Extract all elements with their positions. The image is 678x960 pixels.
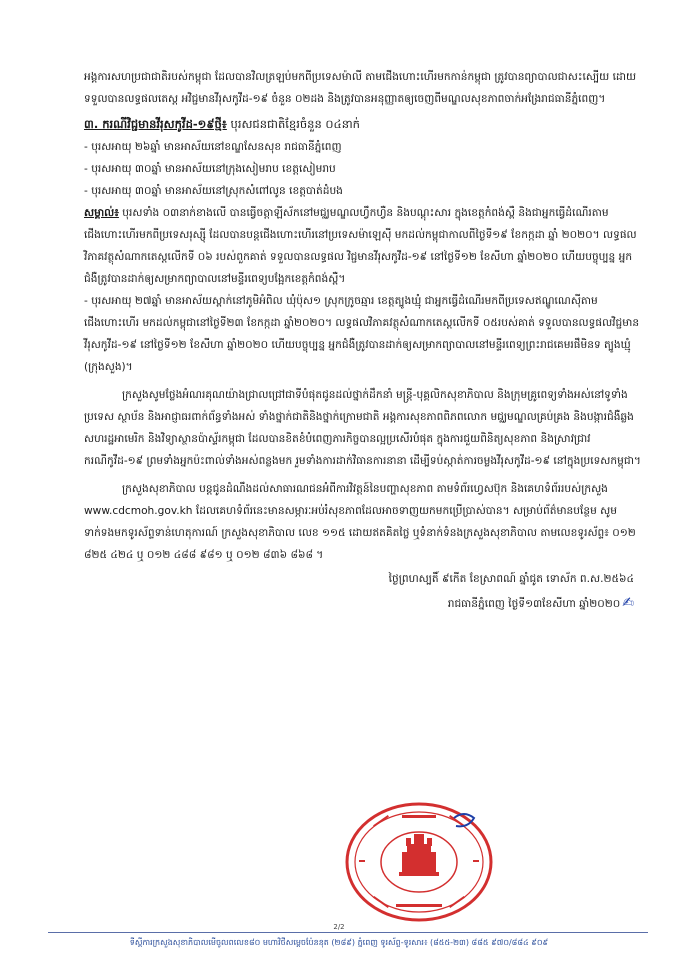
page-number: 2/2 [333,923,345,931]
date-solar-line [84,592,644,615]
note-paragraph [84,202,644,290]
case-item-4: - បុរសអាយុ ២៧ឆ្នាំ មានអាស័យស្ពាក់នៅភូមិអំពិល ឃុំប៉ុស១ ស្រុកក្រូចឆ្មារ ខេត្តត្បូងឃ្មុំ ជាអ្នកធ្វើដំណើរមកពីប្រទេសឥណ្ឌូណេស៊ីតាមជើងហោះហើរ មកដល់កម្ពុជានៅថ្ងៃទី២៣ ខែកក្កដា ឆ្នាំ២០២០។ លទ្ធផលវិភាគវត្ថុសំណាកតេស្តលើកទី ០៥របស់គាត់ ទទួលបានលទ្ធផលវិជ្ជមានវីរុសកូវីដ-១៩ នៅថ្ងៃទី១២ ខែសីហា ឆ្នាំ២០២០ ហើយបច្ចុប្បន្ន អ្នកជំងឺត្រូវបានដាក់ឲ្យសម្រាកព្យាបាលនៅមន្ទីរពេទ្យព្រះរាជគេមរផឹមិនទ ត្បូងឃ្មុំ (ក្រុងសួង)។ [84,295,640,373]
section-heading-bold: ៣. ករណីវិជ្ជមានវីរុសកូវីដ-១៩ថ្មី៖ [84,117,227,131]
intro-paragraph: អង្គការសហប្រជាជាតិរបស់កម្ពុជា ដែលបានវិលត្រឡប់មកពីប្រទេសម៉ាលី តាមជើងហោះហើរមកកាន់កម្ពុជា ត្រូវបានព្យាបាលជាសះស្បើយ ដោយទទួលបានលទ្ធផលតេស្ត អវិជ្ជមានវីរុសកូវីដ-១៩ ចំនួន ០២ដង និងត្រូវបានអនុញ្ញាតឲ្យចេញពីមណ្ឌលសុខភាពចាក់អង្រែរាជធានីភ្នំពេញ។ [84,71,637,105]
ministry-seal-icon [344,800,494,925]
note-text: បុរសទាំង ០៣នាក់ខាងលើ បានធ្វើចត្តាឡីស័កនៅមជ្ឈមណ្ឌលហ្វឹកហ្វឺន និងបណ្តុះសារ ក្នុងខេត្តកំពង់ស្ពឺ និងជាអ្នកធ្វើដំណើរតាមជើងហោះហើរមកពីប្រទេសរុស្ស៊ី ដែលបានបន្តជើងហោះហើរនៅប្រទេសម៉ាឡេស៊ី មកដល់កម្ពុជាកាលពីថ្ងៃទី១៩ ខែកក្កដា ឆ្នាំ ២០២០។ លទ្ធផលវិភាគវត្ថុសំណាកតេស្តលើកទី ០៦ របស់ពួកគាត់ ទទួលបានលទ្ធផល វិជ្ជមានវីរុសកូវីដ-១៩ នៅថ្ងៃទី១២ ខែសីហា ឆ្នាំ២០២០ ហើយបច្ចុប្បន្ន អ្នកជំងឺត្រូវបានដាក់ឲ្យសម្រាកព្យាបាលនៅមន្ទីរពេទ្យបង្អែកខេត្តកំពង់ស្ពឺ។ [84,207,637,285]
note-label: សម្គាល់៖ [84,207,119,219]
case-item: - បុរសអាយុ ៣០ឆ្នាំ មានអាស័យនៅស្រុកសំពៅលូន ខេត្តបាត់ដំបង [84,185,343,197]
case-item: - បុរសអាយុ ២៦ឆ្នាំ មានអាស័យនៅខណ្ឌសែនសុខ រាជធានីភ្នំពេញ [84,141,342,153]
document-body [84,66,644,615]
date-lunar: ថ្ងៃព្រហស្បតិ៍ ៩កើត ខែស្រាពណ៍ ឆ្នាំជូត ទោស័ក ព.ស.២៥៦៤ [388,573,634,585]
footer-address: ទីស្តីការក្រសួងសុខាភិបាលមើចូលពលេខ៨០ មហាវិថីសម្តេចប៉ែននុត (២៨៩) ភ្នំពេញ ទូរស័ព្ទ-ទូរសារ៖ (៨៥៥-២៣) ៨៨៥ ៩៧០/៨៨៤ ៩០៩ [129,938,549,947]
signature-mark-icon: ✍ [622,595,634,611]
section-heading-rest: បុរសជនជាតិខ្មែរចំនួន ០៤នាក់ [226,117,360,131]
ministry-info-paragraph: ក្រសួងសុខាភិបាល បន្តជូនដំណឹងដល់សាធារណជនអំពីការវិវត្តន៍នៃបញ្ហាសុខភាព តាមទំព័រហ្វេសប៊ុក និងគេហទំព័ររបស់ក្រសួង www.cdcmoh.gov.kh ដែលគេហទំព័រនេះមានសម្ភារៈអប់រំសុខភាពដែលអាចទាញយកមកប្រើប្រាស់បាន។ សម្រាប់ព័ត៌មានបន្ថែម សូមទាក់ទងមកទូរស័ព្ទទាន់ហេតុការណ៍ ក្រសួងសុខាភិបាល លេខ ១១៥ ដោយឥតគិតថ្លៃ ឬទំនាក់ទំនងក្រសួងសុខាភិបាល តាមលេខទូរស័ព្ទ៖ ០១២ ៨២៥ ៤២៤ ឬ ០១២ ៤៨៨ ៩៨១ ឬ ០១២ ៨៣៦ ៨៦៨ ។ [84,483,636,561]
case-item: - បុរសអាយុ ៣០ឆ្នាំ មានអាស័យនៅក្រុងសៀមរាប ខេត្តសៀមរាប [84,163,336,175]
footer-divider [48,932,648,933]
section-heading [84,112,644,136]
thanks-paragraph: ក្រសួងសូមថ្លែងអំណរគុណយ៉ាងជ្រាលជ្រៅជាទីបំផុតជូនដល់ថ្នាក់ដឹកនាំ មន្ត្រី-បុគ្គលិកសុខាភិបាល និងក្រុមគ្រូពេទ្យទាំងអស់នៅទូទាំងប្រទេស ស្ថាប័ន និងអាជ្ញាធរពាក់ព័ន្ធទាំងអស់ ទាំងថ្នាក់ជាតិនិងថ្នាក់ក្រោមជាតិ អង្គការសុខភាពពិភពលោក មជ្ឈមណ្ឌលគ្រប់គ្រង និងបង្ការជំងឺឆ្លងសហរដ្ឋអាមេរិក និងវិទ្យាស្ថានប៉ាស្ទ័រកម្ពុជា ដែលបានខិតខំបំពេញភារកិច្ចបានល្អប្រសើរបំផុត ក្នុងការជួយពិនិត្យសុខភាព និងស្រាវជ្រាវករណីកូវីដ-១៩ ព្រមទាំងអ្នកប៉ះពាល់ទាំងអស់ពន្លងមក រួមទាំងការដាក់វិធានការនានា ដើម្បីទប់ស្កាត់ការចម្លងវីរុសកូវីដ-១៩ នៅក្នុងប្រទេសកម្ពុជា។ [84,389,641,467]
date-solar: រាជធានីភ្នំពេញ ថ្ងៃទី១៣ខែសីហា ឆ្នាំ២០២០ [447,598,621,610]
